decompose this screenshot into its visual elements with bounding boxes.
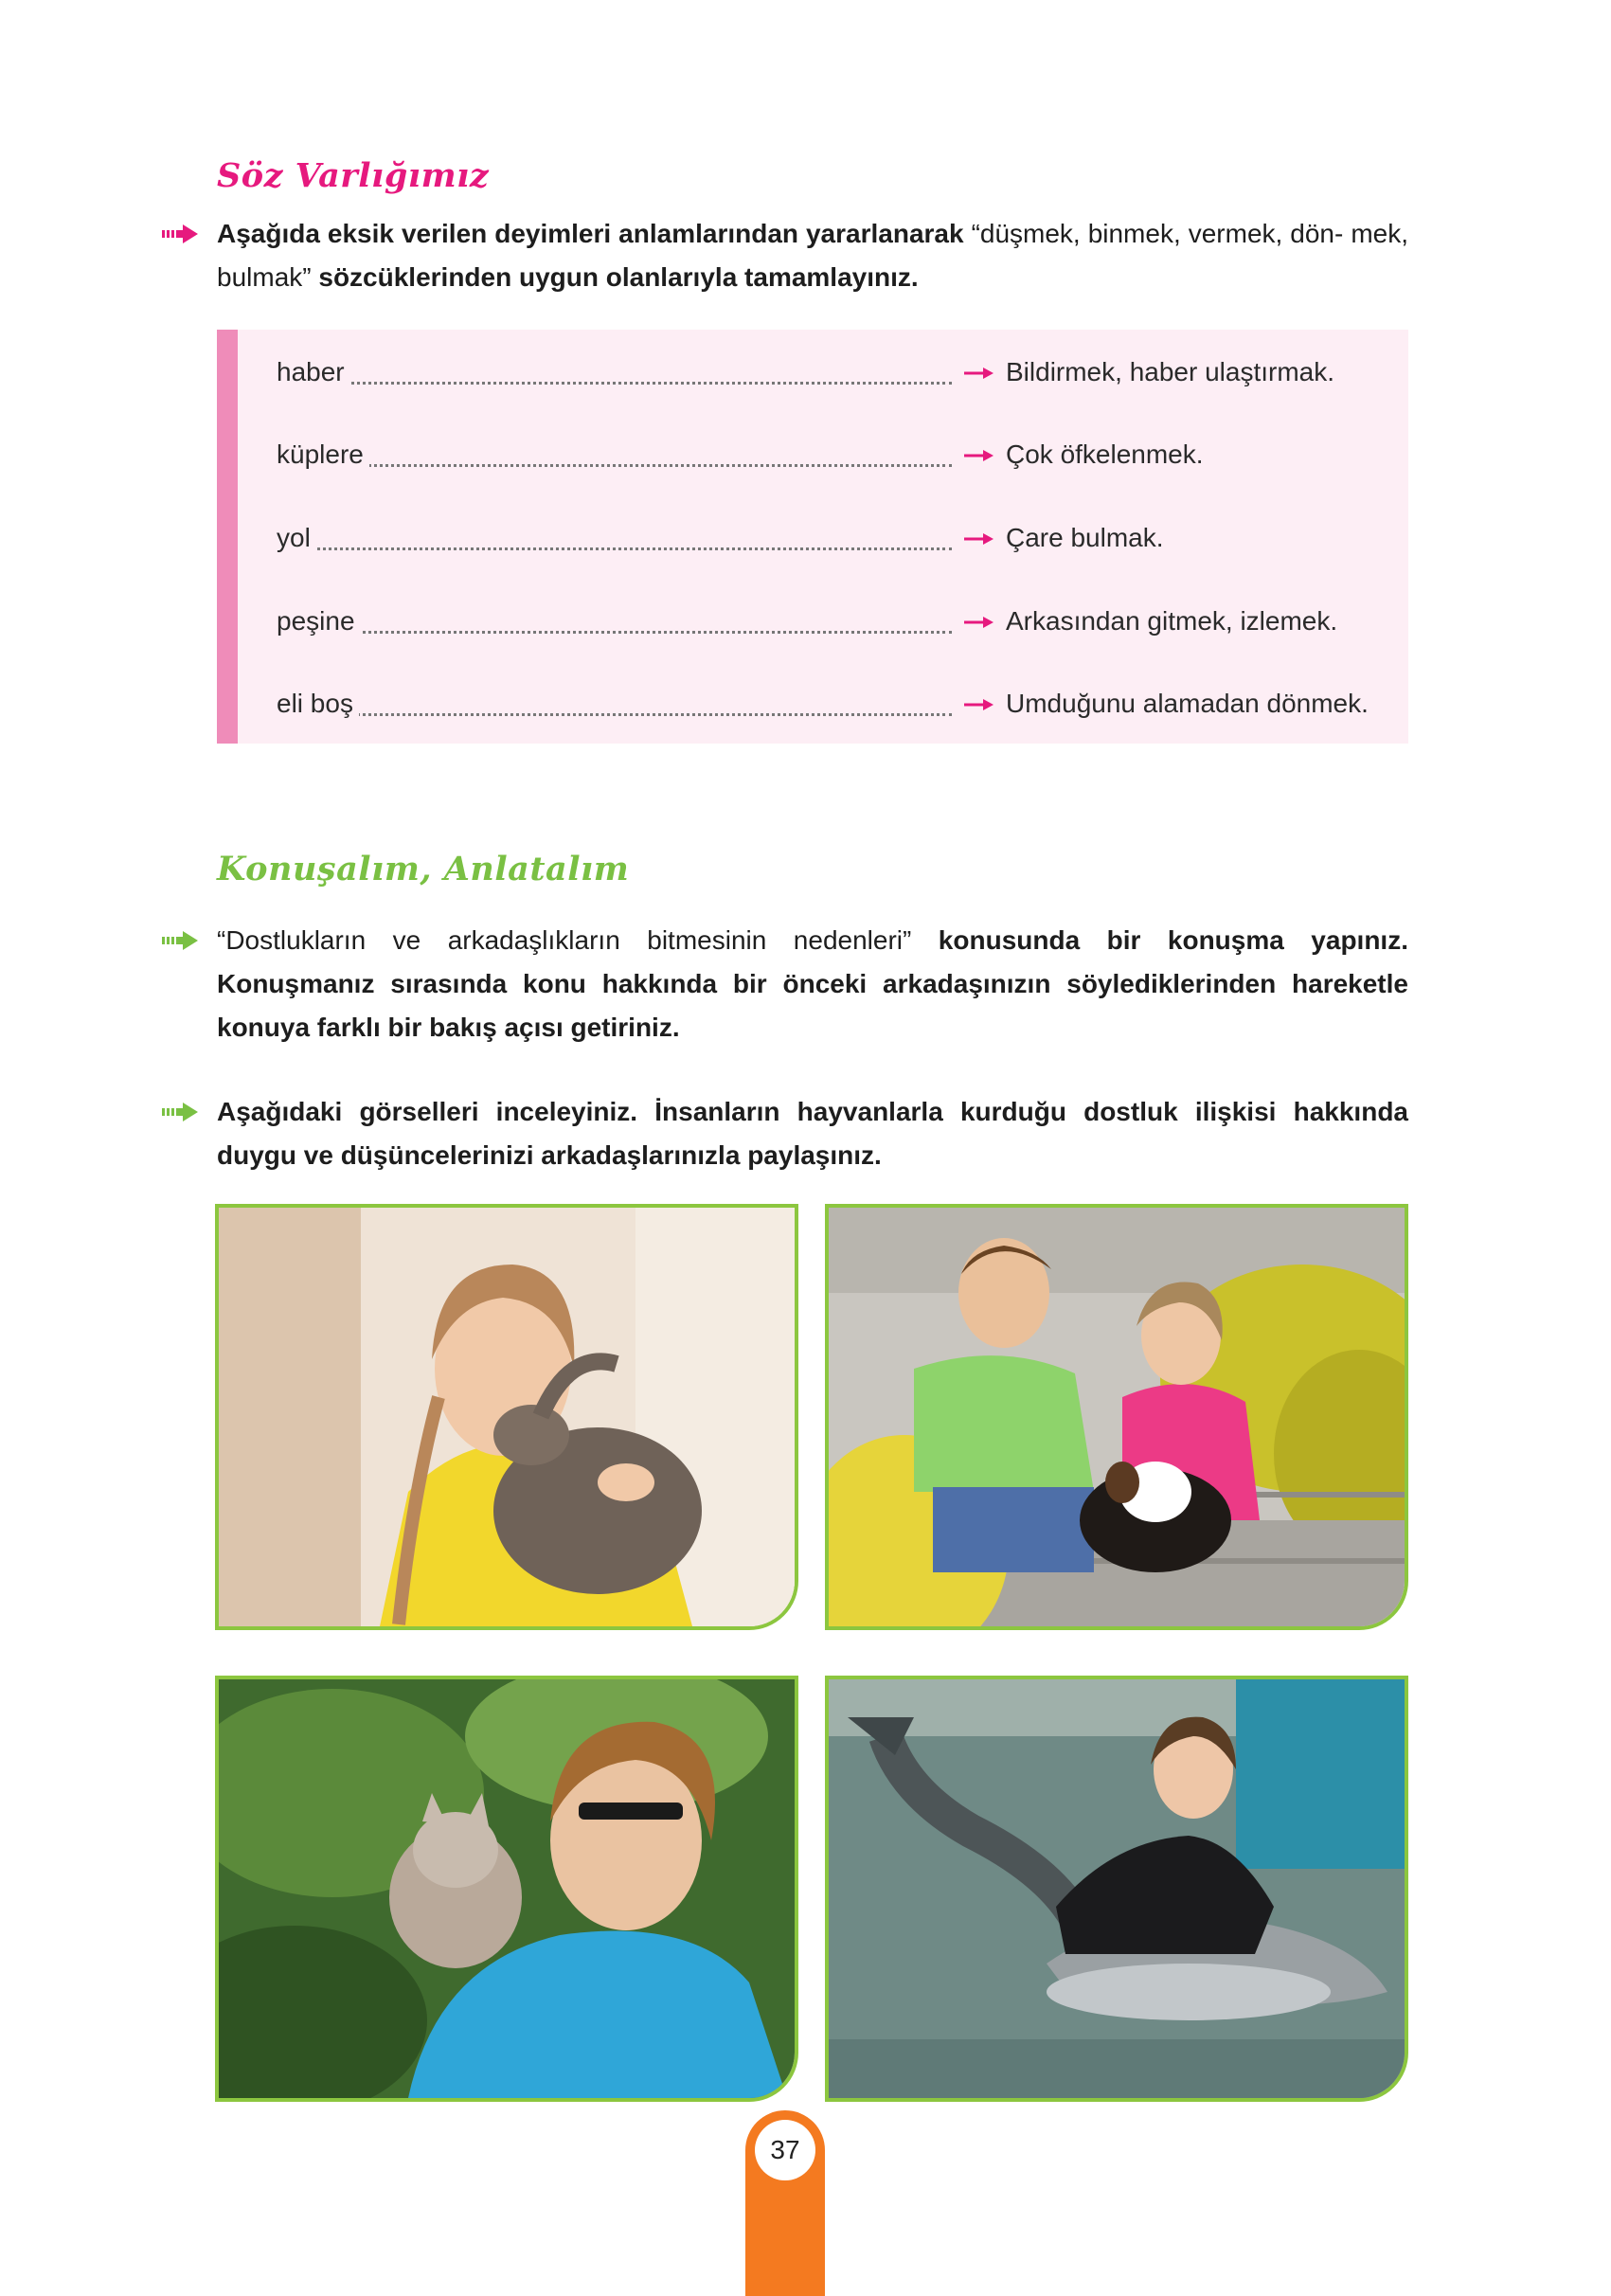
idiom-meaning: Çare bulmak. (1006, 523, 1164, 552)
arrow-bullet-icon (162, 224, 198, 243)
task-speech (217, 919, 1408, 1049)
fill-in-blank-line[interactable] (277, 713, 952, 716)
idiom-row (277, 357, 1382, 395)
section-title-soz-varligimiz: Söz Varlığımız (217, 156, 490, 195)
idiom-word: küplere (277, 439, 369, 470)
page-number: 37 (755, 2120, 815, 2180)
photo-children-with-dog (825, 1204, 1408, 1630)
idiom-exercise-box (217, 330, 1408, 744)
idiom-row (277, 689, 1382, 726)
instruction-part-1: Aşağıda eksik verilen deyimleri anlamlarından yararlanarak (217, 219, 964, 248)
fill-in-blank-line[interactable] (277, 631, 952, 634)
fill-in-blank-line[interactable] (277, 464, 952, 467)
right-arrow-icon (962, 443, 994, 468)
instruction-soz-varligimiz (217, 212, 1408, 299)
idiom-meaning: Çok öfkelenmek. (1006, 439, 1204, 469)
right-arrow-icon (962, 361, 994, 386)
task-speech-topic: “Dostlukların ve arkadaşlıkların bitmesinin nedenleri” (217, 925, 912, 955)
section-title-konusalim: Konuşalım, Anlatalım (217, 850, 630, 888)
photo-girl-with-rabbit (215, 1204, 798, 1630)
photo-girl-with-dolphin (825, 1676, 1408, 2102)
right-arrow-icon (962, 692, 994, 717)
idiom-row (277, 606, 1382, 644)
idiom-word: yol (277, 523, 316, 553)
arrow-bullet-icon (162, 1103, 198, 1121)
instruction-part-2: “düşmek, binmek, vermek, dön- (963, 219, 1344, 248)
idiom-meaning: Umduğunu alamadan dönmek. (1006, 689, 1369, 718)
task-speech-instruction: konusunda bir konuşma yapınız. Konuşmanız sırasında konu hakkında bir önceki arkadaşınızın söylediklerinden hareketle konuya farklı bir bakış açısı getiriniz. (217, 925, 1408, 1042)
arrow-bullet-icon (162, 931, 198, 950)
idiom-meaning: Arkasından gitmek, izlemek. (1006, 606, 1338, 636)
right-arrow-icon (962, 610, 994, 635)
idiom-word: haber (277, 357, 350, 387)
idiom-row (277, 439, 1382, 477)
idiom-word: peşine (277, 606, 361, 637)
right-arrow-icon (962, 527, 994, 551)
instruction-part-3: mek, bulmak” (217, 219, 1409, 292)
instruction-part-4: sözcüklerinden uygun olanlarıyla tamamlayınız. (311, 262, 919, 292)
fill-in-blank-line[interactable] (277, 382, 952, 385)
idiom-meaning: Bildirmek, haber ulaştırmak. (1006, 357, 1335, 386)
idiom-row (277, 523, 1382, 561)
task-images: Aşağıdaki görselleri inceleyiniz. İnsanların hayvanlarla kurduğu dostluk ilişkisi hakkında duygu ve düşüncelerinizi arkadaşlarınızla paylaşınız. (217, 1097, 1408, 1170)
idiom-word: eli boş (277, 689, 359, 719)
photo-boy-with-cat (215, 1676, 798, 2102)
fill-in-blank-line[interactable] (277, 547, 952, 550)
